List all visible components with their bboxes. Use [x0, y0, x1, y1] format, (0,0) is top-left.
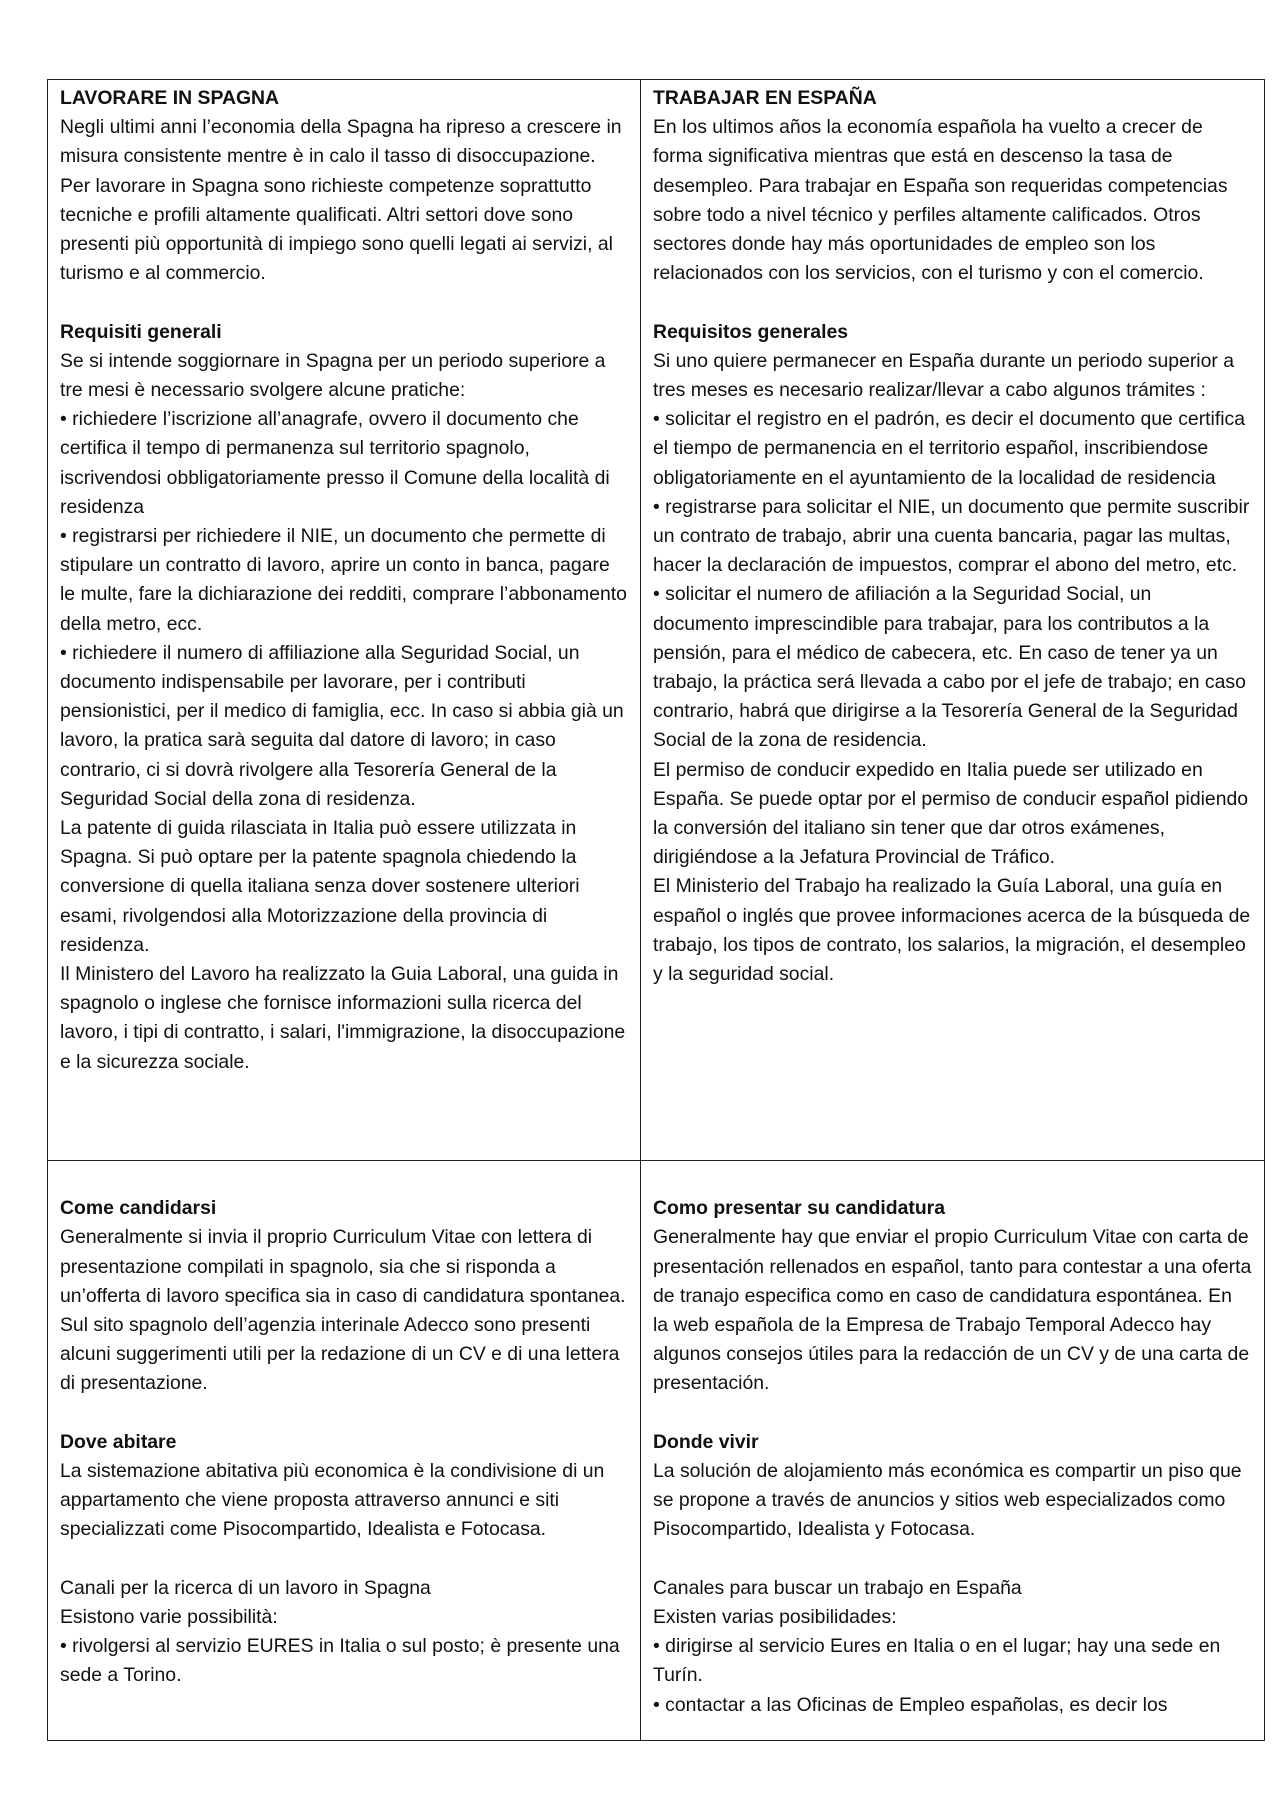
section-canali-ricerca: [60, 1574, 628, 1691]
section-title: Donde vivir: [653, 1430, 759, 1453]
paragraph: En los ultimos años la economía española ha vuelto a crecer de forma significativa mientras que está en descenso la tasa de desempleo. Para trabajar en España son requeridas competencias sobre todo a nivel técnico y perfiles altamente calificados. Otros sectores donde hay más oportunidades de empleo son los relacionados con los servicios, con el turismo y con el comercio.: [653, 116, 1228, 285]
paragraph: La patente di guida rilasciata in Italia può essere utilizzata in Spagna. Si può optare per la patente spagnola chiedendo la conversione di quella italiana senza dover sostenere ulteriori esami, rivolgendosi alla Motorizzazione della provincia di residenza.: [60, 817, 580, 956]
section-canales-busqueda: [653, 1574, 1252, 1720]
bullet-item: • registrarse para solicitar el NIE, un documento que permite suscribir un contrato de trabajo, abrir una cuenta bancaria, pagar las multas, hacer la declaración de impuestos, comprar el abono del metro, etc.: [653, 495, 1250, 577]
section-title: TRABAJAR EN ESPAÑA: [653, 87, 877, 109]
bullet-item: • richiedere il numero di affiliazione alla Seguridad Social, un documento indispensabile per lavorare, per i contributi pensionistici, per il medico di famiglia, ecc. In caso si abbia già un lavoro, la pratica sarà seguita dal datore di lavoro; in caso contrario, ci si dovrà rivolgere alla Tesorería General de la Seguridad Social della zona di residenza.: [60, 641, 624, 810]
spacer: [653, 1399, 1252, 1428]
section-donde-vivir: [653, 1428, 1252, 1545]
section-trabajar-en-espana: [653, 84, 1252, 288]
paragraph: Generalmente si invia il proprio Curriculum Vitae con lettera di presentazione compilati in spagnolo, sia che si risponda a un’offerta di lavoro specifica sia in caso di candidatura spontanea. Sul sito spagnolo dell’agenzia interinale Adecco sono presenti alcuni suggerimenti utili per la redazione di un CV e di una lettera di presentazione.: [60, 1226, 626, 1395]
bullet-item: • solicitar el registro en el padrón, es decir el documento que certifica el tiempo de permanencia en el territorio español, inscribiendose obligatoriamente en el ayuntamiento de la localidad de residencia: [653, 408, 1246, 489]
section-dove-abitare: [60, 1428, 628, 1545]
cell-italian: [48, 1161, 641, 1741]
paragraph: Negli ultimi anni l’economia della Spagna ha ripreso a crescere in misura consistente mentre è in calo il tasso di disoccupazione. Per lavorare in Spagna sono richieste competenze soprattutto tecniche e profili altamente qualificati. Altri settori dove sono presenti più opportunità di impiego sono quelli legati ai servizi, al turismo e al commercio.: [60, 116, 622, 285]
cell-italian: [48, 80, 641, 1161]
bullet-item: • richiedere l’iscrizione all’anagrafe, ovvero il documento che certifica il tempo di permanenza sul territorio spagnolo, iscrivendosi obbligatoriamente presso il Comune della località di residenza: [60, 408, 610, 518]
table-row: [48, 1161, 1265, 1741]
spacer: [653, 1545, 1252, 1574]
cell-spanish: [641, 1161, 1265, 1741]
section-heading: Canales para buscar un trabajo en España: [653, 1576, 1022, 1599]
bullet-item: • dirigirse al servicio Eures en Italia o en el lugar; hay una sede en Turín.: [653, 1635, 1221, 1687]
spacer: [60, 1545, 628, 1574]
spacer: [653, 288, 1252, 317]
bullet-item: • solicitar el numero de afiliación a la Seguridad Social, un documento imprescindible para trabajar, para los contributos a la pensión, para el médico de cabecera, etc. En caso de tener ya un trabajo, la práctica será llevada a cabo por el jefe de trabajo; en caso contrario, habrá que dirigirse a la Tesorería General de la Seguridad Social de la zona de residencia.: [653, 583, 1246, 752]
paragraph: Il Ministero del Lavoro ha realizzato la Guia Laboral, una guida in spagnolo o inglese che fornisce informazioni sulla ricerca del lavoro, i tipi di contratto, i salari, l'immigrazione, la disoccupazione e la sicurezza sociale.: [60, 963, 626, 1073]
spacer: [653, 1165, 1252, 1194]
spacer: [60, 1399, 628, 1428]
paragraph: Se si intende soggiornare in Spagna per un periodo superiore a tre mesi è necessario svolgere alcune pratiche:: [60, 349, 606, 402]
section-heading: Canali per la ricerca di un lavoro in Spagna: [60, 1576, 431, 1599]
bullet-item: • registrarsi per richiedere il NIE, un documento che permette di stipulare un contratto di lavoro, aprire un conto in banca, pagare le multe, fare la dichiarazione dei redditi, comprare l’abbonamento della metro, ecc.: [60, 525, 627, 635]
paragraph: El Ministerio del Trabajo ha realizado la Guía Laboral, una guía en español o inglés que provee informaciones acerca de la búsqueda de trabajo, los tipos de contrato, los salarios, la migración, el desempleo y la seguridad social.: [653, 875, 1251, 986]
bilingual-table: [47, 79, 1265, 1741]
section-title: Requisiti generali: [60, 320, 222, 343]
paragraph: La solución de alojamiento más económica es compartir un piso que se propone a través de anuncios y sitios web especializados como Pisocompartido, Idealista y Fotocasa.: [653, 1460, 1242, 1541]
section-title: LAVORARE IN SPAGNA: [60, 87, 280, 109]
section-title: Dove abitare: [60, 1430, 177, 1453]
spacer: [60, 1165, 628, 1194]
bullet-item: • rivolgersi al servizio EURES in Italia o sul posto; è presente una sede a Torino.: [60, 1635, 620, 1687]
paragraph: Existen varias posibilidades:: [653, 1606, 897, 1628]
paragraph: La sistemazione abitativa più economica è la condivisione di un appartamento che viene proposta attraverso annunci e siti specializzati come Pisocompartido, Idealista e Fotocasa.: [60, 1460, 605, 1541]
section-title: Como presentar su candidatura: [653, 1197, 946, 1220]
table-row: [48, 80, 1265, 1161]
section-lavorare-in-spagna: [60, 84, 628, 288]
bullet-item: • contactar a las Oficinas de Empleo españolas, es decir los: [653, 1693, 1168, 1716]
paragraph: El permiso de conducir expedido en Italia puede ser utilizado en España. Se puede optar por el permiso de conducir español pidiendo la conversión del italiano sin tener que dar otros exámenes, dirigiéndose a la Jefatura Provincial de Tráfico.: [653, 758, 1249, 869]
section-title: Requisitos generales: [653, 320, 849, 343]
paragraph: Generalmente hay que enviar el propio Curriculum Vitae con carta de presentación rellenados en español, tanto para contestar a una oferta de tranajo especifica como en caso de candidatura espontánea. En la web española de la Empresa de Trabajo Temporal Adecco hay algunos consejos útiles para la redacción de un CV y de una carta de presentación.: [653, 1226, 1252, 1395]
section-requisiti-generali: [60, 318, 628, 1077]
section-come-candidarsi: [60, 1194, 628, 1398]
section-title: Come candidarsi: [60, 1197, 217, 1220]
section-como-presentar: [653, 1194, 1252, 1398]
spacer: [60, 288, 628, 317]
section-requisitos-generales: [653, 318, 1252, 990]
cell-spanish: [641, 80, 1265, 1161]
paragraph: Si uno quiere permanecer en España durante un periodo superior a tres meses es necesario realizar/llevar a cabo algunos trámites :: [653, 349, 1235, 402]
paragraph: Esistono varie possibilità:: [60, 1606, 278, 1628]
